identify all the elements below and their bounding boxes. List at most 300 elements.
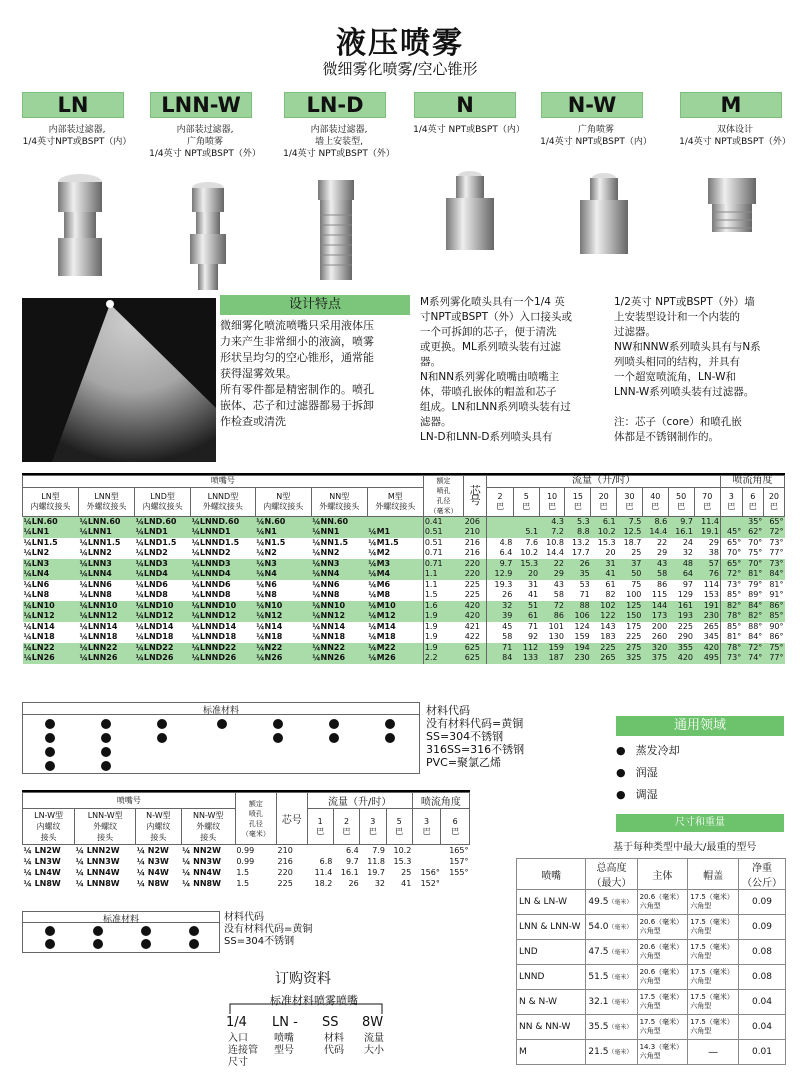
- t1-cell: ¼LND3: [135, 559, 191, 570]
- t2-flow: 15.3: [393, 856, 412, 866]
- t1-row: [23, 538, 785, 549]
- dim-cap-val: 17.5（毫米）: [690, 943, 734, 951]
- t1-flow: 8.6: [642, 517, 668, 528]
- t1-cell: ¼LNND26: [191, 653, 256, 664]
- dim-nozzle: NN & NN-W: [517, 1015, 586, 1040]
- t1-angle: 70°: [742, 538, 763, 549]
- dim-height-val: 32.1: [588, 997, 609, 1007]
- t1-flow: 260: [642, 632, 668, 643]
- t1-row: [23, 559, 785, 570]
- dim-body-val: 14.3（毫米）: [639, 1043, 684, 1051]
- design-line: 体，带喷孔嵌体的帽盖和芯子: [420, 386, 557, 398]
- t1-angle: 85°: [720, 590, 742, 601]
- t1-cell: ¼M26: [367, 653, 423, 664]
- t1-flow: 122: [591, 611, 617, 622]
- t1-cell: ¼LNND12: [191, 611, 256, 622]
- t1-cell: ¼N22: [255, 643, 311, 654]
- t1-core: 216: [464, 548, 487, 559]
- t1-cell: ¼LNND22: [191, 643, 256, 654]
- design-line: [614, 400, 794, 415]
- t1-flow: 200: [642, 622, 668, 633]
- t1-cell: ¼LNND.60: [191, 517, 256, 528]
- t1-flow: 183: [591, 632, 617, 643]
- dim-row: [517, 890, 786, 915]
- t2-cell: ¼ LNN4W: [75, 867, 120, 877]
- t1-flow: 230: [565, 653, 591, 664]
- design-line: 一个可拆卸的芯子，便于清洗: [420, 326, 557, 338]
- t1-flow: 144: [642, 601, 668, 612]
- t1-flow: 265: [694, 622, 720, 633]
- t1-flow: 10.8: [539, 538, 565, 549]
- t2-cell: ¼ LNN2W: [75, 845, 120, 855]
- t1-col-head: LNND型 外螺纹接头: [191, 487, 256, 516]
- material-dot: [93, 926, 103, 936]
- t1-pressure-head: 40 巴: [642, 487, 668, 516]
- t1-cell: ¼M2: [367, 548, 423, 559]
- t1-angle: 72°: [742, 643, 763, 654]
- t1-row: [23, 653, 785, 664]
- material-dot: [101, 747, 111, 757]
- dim-cap-hex: 六角型: [690, 1027, 712, 1035]
- t1-angle: 73°: [763, 559, 784, 570]
- t2-cell: ¼ LN3W: [23, 856, 61, 866]
- t1-angle: 70°: [720, 548, 742, 559]
- t2-row: [23, 845, 470, 856]
- flow-table-wrapper: [22, 473, 785, 664]
- material-dot: [329, 719, 339, 729]
- dim-row: [517, 1015, 786, 1040]
- t1-cell: ¼NN8: [311, 590, 367, 601]
- t1-angle-pressure: 6 巴: [742, 487, 763, 516]
- page-title: 液压喷雾: [336, 26, 464, 61]
- dim-col-head: 帽盖: [688, 859, 739, 890]
- application-item: [616, 784, 680, 806]
- t1-angle: 81°: [720, 632, 742, 643]
- t1-flow: 130: [539, 632, 565, 643]
- t1-angle: 75°: [763, 643, 784, 654]
- t1-flow: 225: [617, 632, 643, 643]
- t1-flow: 22: [642, 538, 668, 549]
- t1-cell: ¼NN1.5: [311, 538, 367, 549]
- t1-flow: 57: [694, 559, 720, 570]
- t1-flow: 71: [565, 590, 591, 601]
- t1-flow: 31: [513, 580, 539, 591]
- t1-flow: 6.4: [487, 548, 513, 559]
- nozzle-n-image: [446, 171, 494, 250]
- t1-flow: 26: [487, 590, 513, 601]
- dim-height: [586, 915, 637, 940]
- nozzle-lnd-image: [318, 180, 354, 280]
- t2-flow: 41: [401, 878, 412, 888]
- dim-height: [586, 1015, 637, 1040]
- t1-core: 220: [464, 569, 487, 580]
- t1-cell: ¼LN1.5: [23, 538, 79, 549]
- t1-flow: 84: [487, 653, 513, 664]
- dim-height-val: 35.5: [588, 1022, 609, 1032]
- dim-cap-hex: 六角型: [690, 927, 712, 935]
- t1-cell: ¼NN18: [311, 632, 367, 643]
- t1-cell: [367, 517, 423, 528]
- t1-cell: ¼N1: [255, 527, 311, 538]
- t1-flow: 420: [668, 653, 694, 664]
- dim-unit: （毫米）: [608, 1049, 633, 1056]
- t1-flow: 35: [565, 569, 591, 580]
- t1-flow: 9.7: [668, 517, 694, 528]
- dim-weight: 0.09: [738, 915, 785, 940]
- t1-angle: 78°: [720, 643, 742, 654]
- material-dot: [385, 733, 395, 743]
- t1-cell: ¼LNN26: [79, 653, 135, 664]
- type-tab-n-w: N-W: [541, 92, 643, 118]
- t1-orifice: 2.2: [423, 653, 463, 664]
- dim-nozzle: LNN & LNN-W: [517, 915, 586, 940]
- material-code-line: 没有材料代码=黄铜: [426, 717, 524, 730]
- dim-cap-val: 17.5（毫米）: [690, 993, 734, 1001]
- t2-angle-pressure: 6 巴: [441, 809, 470, 845]
- t1-angle: 82°: [720, 601, 742, 612]
- t1-col-head: NN型 外螺纹接头: [311, 487, 367, 516]
- material-code-line: 材料代码: [224, 912, 264, 923]
- design-line: 组成。LN和LNN系列喷头装有过: [420, 401, 571, 413]
- design-line: 过滤器。: [614, 326, 656, 338]
- t1-angle: 77°: [763, 548, 784, 559]
- material-dot: [45, 939, 55, 949]
- t1-cell: ¼LN6: [23, 580, 79, 591]
- t1-cell: ¼LNND4: [191, 569, 256, 580]
- design-line: 作检查或清洗: [220, 415, 286, 428]
- dim-nozzle: LNND: [517, 965, 586, 990]
- dim-cap-hex: 六角型: [690, 977, 712, 985]
- t1-row: [23, 622, 785, 633]
- dim-height: [586, 940, 637, 965]
- t2-cell: ¼ LNN3W: [75, 856, 120, 866]
- t1-flow: 32: [668, 548, 694, 559]
- t1-flow: 22: [539, 559, 565, 570]
- type-desc-n-w: 广角喷雾 1/4英寸 NPT或BSPT（内）: [540, 125, 652, 147]
- t1-flow: 45: [487, 622, 513, 633]
- material-code-line: SS=304不锈钢: [224, 936, 295, 947]
- t1-core: 420: [464, 611, 487, 622]
- dim-cap-val: 17.5（毫米）: [690, 918, 734, 926]
- material-dot: [45, 733, 55, 743]
- t2-angle: [412, 856, 441, 867]
- type-desc-ln: 内部装过滤器, 1/4英寸NPT或BSPT（内）: [22, 125, 132, 147]
- t1-cell: ¼N.60: [255, 517, 311, 528]
- material-code-line: 没有材料代码=黄铜: [224, 924, 313, 935]
- t2-col-head: LN-W型 内螺纹 接头: [23, 809, 75, 845]
- t1-angle: 84°: [763, 569, 784, 580]
- dim-height: [586, 990, 637, 1015]
- t1-orifice: 1.9: [423, 611, 463, 622]
- dimensions-table: [516, 858, 786, 1065]
- t1-row: [23, 632, 785, 643]
- t1-angle: 72°: [720, 569, 742, 580]
- t1-cell: ¼LNN2: [79, 548, 135, 559]
- t1-cell: ¼NN10: [311, 601, 367, 612]
- t1-flow: 150: [617, 611, 643, 622]
- order-caption: 喷嘴 型号: [274, 1033, 294, 1056]
- dim-body-val: 20.6（毫米）: [639, 893, 684, 901]
- t1-cell: ¼N26: [255, 653, 311, 664]
- t2-cell: ¼ NN8W: [182, 878, 221, 888]
- dim-body-hex: 六角型: [639, 1002, 661, 1010]
- t1-flow: 97: [668, 580, 694, 591]
- t1-orifice: 1.1: [423, 569, 463, 580]
- t1-angle: 82°: [742, 611, 763, 622]
- t1-flow: 325: [617, 653, 643, 664]
- material-code-line: 材料代码: [426, 704, 470, 717]
- t1-flow: 13.2: [565, 538, 591, 549]
- t1-flow: [487, 517, 513, 528]
- nozzle-ln-image: [58, 174, 102, 276]
- t1-flow: 5.3: [565, 517, 591, 528]
- t1-cell: ¼LN3: [23, 559, 79, 570]
- type-desc-m: 双体设计 1/4英寸 NPT或BSPT（外）: [679, 125, 791, 147]
- material-code-line: 316SS=316不锈钢: [426, 743, 525, 756]
- t1-cell: ¼LN14: [23, 622, 79, 633]
- t1-cell: ¼M10: [367, 601, 423, 612]
- dim-nozzle: LN & LN-W: [517, 890, 586, 915]
- t1-flow: 51: [513, 601, 539, 612]
- t2-cell: ¼ LN2W: [23, 845, 61, 855]
- t1-cell: ¼LNN4: [79, 569, 135, 580]
- t1-flow: 15.3: [513, 559, 539, 570]
- t1-group-nozzle: 喷嘴号: [23, 476, 424, 488]
- material-code-line: SS=304不锈钢: [426, 730, 504, 743]
- t1-flow: [513, 517, 539, 528]
- dim-body: [637, 940, 688, 965]
- t2-orifice: 0.99: [236, 845, 255, 855]
- t1-core: 420: [464, 601, 487, 612]
- t1-cell: ¼LND2: [135, 548, 191, 559]
- t1-angle: 86°: [763, 601, 784, 612]
- design-line: N和NN系列雾化喷嘴由喷嘴主: [420, 371, 560, 383]
- dim-unit: （毫米）: [608, 999, 633, 1006]
- t1-flow: 225: [591, 643, 617, 654]
- t1-angle: 62°: [742, 527, 763, 538]
- t2-row: [23, 856, 470, 867]
- dim-cap: [688, 915, 739, 940]
- t1-cell: ¼LNND18: [191, 632, 256, 643]
- t1-flow: 48: [668, 559, 694, 570]
- t1-cell: ¼M22: [367, 643, 423, 654]
- t2-col-head: LNN-W型 外螺纹 接头: [75, 809, 136, 845]
- t1-flow: 16.1: [668, 527, 694, 538]
- application-label: 调湿: [635, 788, 658, 801]
- dim-body-hex: 六角型: [639, 977, 661, 985]
- t1-cell: ¼M18: [367, 632, 423, 643]
- t1-pressure-head: 30 巴: [617, 487, 643, 516]
- dim-body: [637, 990, 688, 1015]
- t1-flow: 193: [668, 611, 694, 622]
- t2-core: 210: [277, 845, 293, 855]
- t1-row: [23, 548, 785, 559]
- t2-cell: ¼ LN8W: [23, 878, 61, 888]
- t1-flow: 101: [539, 622, 565, 633]
- t2-cell: ¼ N8W: [136, 878, 169, 888]
- t1-flow: 7.5: [617, 517, 643, 528]
- t1-flow: 191: [694, 601, 720, 612]
- t1-angle: 65°: [720, 538, 742, 549]
- type-tab-ln-d: LN-D: [284, 92, 386, 118]
- t1-angle-head: 喷流角度: [720, 476, 784, 488]
- dim-body: [637, 1015, 688, 1040]
- t1-cell: ¼M3: [367, 559, 423, 570]
- t2-core: 216: [277, 856, 293, 866]
- t2-flow: 9.7: [345, 856, 359, 866]
- t2-flow: 18.2: [314, 878, 333, 888]
- t1-flow: 37: [617, 559, 643, 570]
- t1-pressure-head: 70 巴: [694, 487, 720, 516]
- t1-flow: 345: [694, 632, 720, 643]
- design-col3: [614, 295, 794, 445]
- t1-angle: 70°: [742, 559, 763, 570]
- t1-angle: 81°: [763, 580, 784, 591]
- t1-angle: 72°: [763, 527, 784, 538]
- dim-body: [637, 965, 688, 990]
- t1-row: [23, 569, 785, 580]
- type-desc-ln-d: 内部装过滤器, 墙上安装型, 1/4英寸 NPT或BSPT（外）: [283, 125, 395, 159]
- t1-pressure-head: 10 巴: [539, 487, 565, 516]
- t1-flow: 124: [565, 622, 591, 633]
- t2-pressure-head: 2 巴: [333, 809, 359, 845]
- dim-body-val: 20.6（毫米）: [639, 918, 684, 926]
- t1-flow: 114: [694, 580, 720, 591]
- dim-row: [517, 1040, 786, 1065]
- dim-body: [637, 915, 688, 940]
- t2-flow: 11.4: [314, 867, 333, 877]
- t2-flow: 6.4: [345, 845, 359, 855]
- materials-box-2: [22, 911, 220, 953]
- t1-flow: 88: [565, 601, 591, 612]
- design-line: 寸NPT或BSPT（外）入口接头或: [420, 311, 573, 323]
- material-dot: [101, 761, 111, 771]
- dim-cap-val: 17.5（毫米）: [690, 1018, 734, 1026]
- t2-flow: 26: [348, 878, 359, 888]
- t1-flow: 159: [565, 632, 591, 643]
- t1-cell: ¼LNND6: [191, 580, 256, 591]
- t1-flow: [487, 527, 513, 538]
- t1-cell: ¼LNN10: [79, 601, 135, 612]
- material-dot: [101, 719, 111, 729]
- t1-orifice: 0.51: [423, 527, 463, 538]
- t1-orifice: 1.5: [423, 590, 463, 601]
- t1-orifice: 1.9: [423, 622, 463, 633]
- t1-cell: ¼M12: [367, 611, 423, 622]
- t1-cell: ¼LNND14: [191, 622, 256, 633]
- t1-core-head: 芯 号: [464, 476, 487, 517]
- t1-flow: 265: [591, 653, 617, 664]
- t1-row: [23, 601, 785, 612]
- dim-col-head: 净重 （公斤）: [738, 859, 785, 890]
- dim-weight: 0.08: [738, 965, 785, 990]
- design-line: M系列雾化喷头具有一个1/4 英: [420, 296, 565, 308]
- material-dot: [141, 926, 151, 936]
- t1-angle: 78°: [720, 611, 742, 622]
- dimensions-heading: 尺寸和重量: [616, 814, 784, 832]
- spray-photo: [22, 298, 216, 462]
- t1-angle: 90°: [763, 622, 784, 633]
- t1-flow: 64: [668, 569, 694, 580]
- t1-flow: 76: [694, 569, 720, 580]
- order-caption: 流量 大小: [364, 1033, 384, 1056]
- material-dot: [141, 939, 151, 949]
- t1-cell: ¼NN6: [311, 580, 367, 591]
- t1-col-head: LND型 内螺纹接头: [135, 487, 191, 516]
- ordering-label: 标准材料喷雾喷嘴: [270, 994, 358, 1007]
- t1-flow: 7.2: [539, 527, 565, 538]
- t2-flow-head: 流量（升/时）: [307, 793, 412, 809]
- t1-cell: ¼LN2: [23, 548, 79, 559]
- type-desc-lnn-w: 内部装过滤器, 广角喷雾 1/4英寸 NPT或BSPT（外）: [149, 125, 261, 159]
- t1-flow: 58: [539, 590, 565, 601]
- t1-cell: ¼LNN12: [79, 611, 135, 622]
- t1-flow: 71: [513, 622, 539, 633]
- design-line: 或更换。ML系列喷头装有过滤: [420, 341, 561, 353]
- t1-cell: ¼N18: [255, 632, 311, 643]
- design-heading: 设计特点: [220, 295, 410, 315]
- t1-core: 220: [464, 559, 487, 570]
- t2-cell: ¼ N3W: [136, 856, 169, 866]
- t1-cell: ¼N1.5: [255, 538, 311, 549]
- dim-height-val: 21.5: [588, 1047, 609, 1057]
- t1-cell: ¼LND14: [135, 622, 191, 633]
- t1-cell: ¼M4: [367, 569, 423, 580]
- dim-unit: （毫米）: [608, 974, 633, 981]
- t1-cell: ¼LNN1.5: [79, 538, 135, 549]
- t2-angle: 155°: [449, 867, 469, 877]
- t1-flow: 4.8: [487, 538, 513, 549]
- t1-flow: 82: [591, 590, 617, 601]
- t1-flow: 375: [642, 653, 668, 664]
- design-line: 所有零件都是精密制作的。喷孔: [220, 383, 374, 396]
- dim-cap-hex: 六角型: [690, 1002, 712, 1010]
- dim-row: [517, 965, 786, 990]
- flow-table: [22, 475, 785, 664]
- design-line: 嵌体、芯子和过滤器都易于拆卸: [220, 399, 374, 412]
- t2-cell: ¼ LNN8W: [75, 878, 120, 888]
- t1-core: 210: [464, 527, 487, 538]
- design-line: 形状呈均匀的空心锥形，通常能: [220, 351, 374, 364]
- t1-cell: ¼M1: [367, 527, 423, 538]
- t1-cell: ¼N12: [255, 611, 311, 622]
- t1-row: [23, 611, 785, 622]
- t1-cell: ¼LN26: [23, 653, 79, 664]
- t1-flow: 92: [513, 632, 539, 643]
- t1-col-head: N型 内螺纹接头: [255, 487, 311, 516]
- nozzle-m-image: [708, 178, 756, 232]
- t1-angle: 84°: [742, 601, 763, 612]
- t1-flow: 12.5: [617, 527, 643, 538]
- t2-orifice: 1.5: [236, 878, 250, 888]
- material-dot: [157, 719, 167, 729]
- t1-flow: 8.8: [565, 527, 591, 538]
- t1-cell: ¼NN4: [311, 569, 367, 580]
- t1-pressure-head: 15 巴: [565, 487, 591, 516]
- dim-unit: （毫米）: [608, 924, 633, 931]
- t2-flow: 25: [401, 867, 412, 877]
- t1-angle: 45°: [720, 527, 742, 538]
- t1-cell: ¼LNN.60: [79, 517, 135, 528]
- t1-flow: 25: [617, 548, 643, 559]
- t1-core: 206: [464, 517, 487, 528]
- design-line: 列喷头相同的结构，并具有: [614, 356, 740, 368]
- dim-body-val: 20.6（毫米）: [639, 943, 684, 951]
- t1-angle: 35°: [742, 517, 763, 528]
- material-dot: [385, 719, 395, 729]
- design-line: 器。: [420, 356, 441, 368]
- dim-weight: 0.04: [738, 990, 785, 1015]
